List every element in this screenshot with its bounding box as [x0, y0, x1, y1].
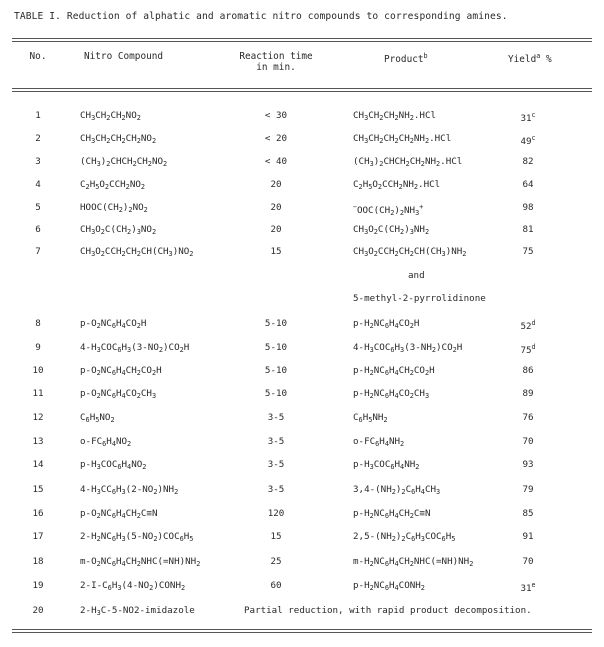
nitro-compound: $CH_3O_2CCH_2CH_2CH(CH_3)NO_2$: [80, 246, 194, 258]
product: $CH_3CH_2CH_2CH_2NH_2.HCl$: [353, 133, 452, 145]
yield-percent: 79: [522, 484, 534, 495]
row-number: 10: [32, 365, 44, 376]
product: $CH_3O_2C(CH_2)_3NH_2$: [353, 224, 430, 236]
nitro-compound: $C_6H_5NO_2$: [80, 412, 115, 424]
nitro-compound: $C_2H_5O_2CCH_2NO_2$: [80, 179, 146, 191]
yield-percent: 70: [522, 436, 534, 447]
header-yield-footnote: a: [536, 52, 541, 60]
product: $o-FC_6H_4NH_2$: [353, 436, 405, 448]
nitro-compound: $p-H_3COC_6H_4NO_2$: [80, 459, 147, 471]
row-number: 3: [35, 156, 41, 167]
reaction-time: 5-10: [264, 365, 288, 376]
row-number: 13: [32, 436, 44, 447]
yield-percent: 85: [522, 508, 534, 519]
yield-percent: 81: [522, 224, 534, 235]
reaction-time: < 30: [264, 110, 288, 121]
row-number: 5: [35, 202, 41, 213]
header-no: No.: [29, 51, 47, 62]
product: $2,5-(NH_2)_2C_6H_3COC_6H_5$: [353, 531, 456, 543]
reaction-time: 20: [270, 179, 282, 190]
row7-extra-product: 5-methyl-2-pyrrolidinone: [353, 293, 486, 304]
nitro-compound: $(CH_3)_2CHCH_2CH_2NO_2$: [80, 156, 168, 168]
header-yield: [508, 51, 552, 65]
yield-percent: 31e: [520, 581, 536, 594]
row-number: 7: [35, 246, 41, 257]
yield-percent: 31$^c$: [520, 111, 536, 124]
product: $p-H_2NC_6H_4CH_2C\equiv N$: [353, 508, 431, 520]
nitro-compound: $p-O_2NC_6H_4CH_2CO_2H$: [80, 365, 162, 377]
bottom-rule-2: [12, 632, 592, 633]
product: $p-H_2NC_6H_4CONH_2$: [353, 580, 425, 592]
nitro-compound: $2-H_2NC_6H_3(5-NO_2)COC_6H_5$: [80, 531, 194, 543]
reaction-time: < 20: [264, 133, 288, 144]
row-number: 19: [32, 580, 44, 591]
product: $(CH_3)_2CHCH_2CH_2NH_2.HCl$: [353, 156, 463, 168]
yield-percent: 75: [522, 246, 534, 257]
top-rule-2: [12, 41, 592, 42]
row-number: 9: [35, 342, 41, 353]
row-number: 20: [32, 605, 44, 616]
product: $4-H_3COC_6H_3(3-NH_2)CO_2H$: [353, 342, 463, 354]
nitro-compound: $2-H_3C-5-NO2$-imidazole: [80, 605, 195, 617]
nitro-compound: $CH_3CH_2CH_2NO_2$: [80, 110, 141, 122]
yield-percent: 89: [522, 388, 534, 399]
header-rule-1: [12, 88, 592, 89]
row7-and-note: and: [408, 270, 425, 281]
nitro-compound: $HOOC(CH_2)_2NO_2$: [80, 202, 148, 214]
header-compound: Nitro Compound: [84, 51, 164, 62]
product: $C_2H_5O_2CCH_2NH_2.HCl$: [353, 179, 441, 191]
header-time-line2: in min.: [256, 62, 296, 73]
header-rule-2: [12, 91, 592, 92]
reaction-time: 120: [267, 508, 285, 519]
reaction-time: 3-5: [267, 459, 285, 470]
reaction-time: 3-5: [267, 412, 285, 423]
reaction-time: 20: [270, 202, 282, 213]
nitro-compound: $m-O_2NC_6H_4CH_2NHC(=NH)NH_2$: [80, 556, 201, 568]
yield-percent: 98: [522, 202, 534, 213]
reaction-time: 5-10: [264, 342, 288, 353]
product: $m-H_2NC_6H_4CH_2NHC(=NH)NH_2$: [353, 556, 474, 568]
row-number: 12: [32, 412, 44, 423]
reaction-time: 15: [270, 531, 282, 542]
product: $p-H_2NC_6H_4CH_2CO_2H$: [353, 365, 435, 377]
row-number: 18: [32, 556, 44, 567]
product: $p-H_2NC_6H_4CO_2H$: [353, 318, 420, 330]
yield-percent: 76: [522, 412, 534, 423]
row20-note: Partial reduction, with rapid product decomposition.: [244, 605, 532, 616]
row-number: 14: [32, 459, 44, 470]
product: $C_6H_5NH_2$: [353, 412, 388, 424]
yield-percent: 82: [522, 156, 534, 167]
product: $p-H_3COC_6H_4NH_2$: [353, 459, 420, 471]
yield-percent: 86: [522, 365, 534, 376]
nitro-compound: $4-H_3COC_6H_3(3-NO_2)CO_2H$: [80, 342, 190, 354]
reaction-time: 3-5: [267, 436, 285, 447]
header-time-line1: Reaction time: [239, 51, 313, 62]
reaction-time: 20: [270, 224, 282, 235]
reaction-time: 15: [270, 246, 282, 257]
row-number: 15: [32, 484, 44, 495]
row-number: 11: [32, 388, 44, 399]
nitro-compound: $p-O_2NC_6H_4CO_2H$: [80, 318, 147, 330]
row-number: 8: [35, 318, 41, 329]
yield-percent: 49$^c$: [520, 134, 536, 147]
yield-percent: 93: [522, 459, 534, 470]
nitro-compound: $CH_3CH_2CH_2CH_2NO_2$: [80, 133, 157, 145]
reaction-time: 5-10: [264, 388, 288, 399]
row-number: 4: [35, 179, 41, 190]
product: $p-H_2NC_6H_4CO_2CH_3$: [353, 388, 430, 400]
nitro-compound: $2-I-C_6H_3(4-NO_2)CONH_2$: [80, 580, 186, 592]
nitro-compound: $p-O_2NC_6H_4CH_2C\equiv N$: [80, 508, 158, 520]
yield-percent: 91: [522, 531, 534, 542]
header-product: [384, 51, 428, 65]
reaction-time: < 40: [264, 156, 288, 167]
yield-percent: 52$^d$: [520, 319, 536, 332]
product: $CH_3O_2CCH_2CH_2CH(CH_3)NH_2$: [353, 246, 467, 258]
product: $^-OOC(CH_2)_2NH_3^+$: [353, 203, 424, 217]
row-number: 1: [35, 110, 41, 121]
row-number: 6: [35, 224, 41, 235]
header-yield-unit: %: [545, 54, 552, 65]
yield-percent: 64: [522, 179, 534, 190]
nitro-compound: $o-FC_6H_4NO_2$: [80, 436, 132, 448]
product: $3,4-(NH_2)_2C_6H_4CH_3$: [353, 484, 441, 496]
header-product-footnote: b: [423, 52, 428, 60]
nitro-compound: $CH_3O_2C(CH_2)_3NO_2$: [80, 224, 157, 236]
nitro-compound: $4-H_3CC_6H_3(2-NO_2)NH_2$: [80, 484, 179, 496]
reaction-time: 25: [270, 556, 282, 567]
reaction-time: 5-10: [264, 318, 288, 329]
yield-percent: 70: [522, 556, 534, 567]
header-yield-label: Yield: [508, 54, 537, 65]
bottom-rule-1: [12, 629, 592, 630]
row-number: 2: [35, 133, 41, 144]
header-product-label: Product: [384, 54, 424, 65]
top-rule-1: [12, 38, 592, 39]
row-number: 17: [32, 531, 44, 542]
reaction-time: 60: [270, 580, 282, 591]
reaction-time: 3-5: [267, 484, 285, 495]
row-number: 16: [32, 508, 44, 519]
product: $CH_3CH_2CH_2NH_2.HCl$: [353, 110, 437, 122]
nitro-compound: $p-O_2NC_6H_4CO_2CH_3$: [80, 388, 157, 400]
yield-percent: 75$^d$: [520, 343, 536, 356]
table-caption: TABLE I. Reduction of alphatic and aromatic nitro compounds to corresponding amines.: [14, 11, 508, 22]
